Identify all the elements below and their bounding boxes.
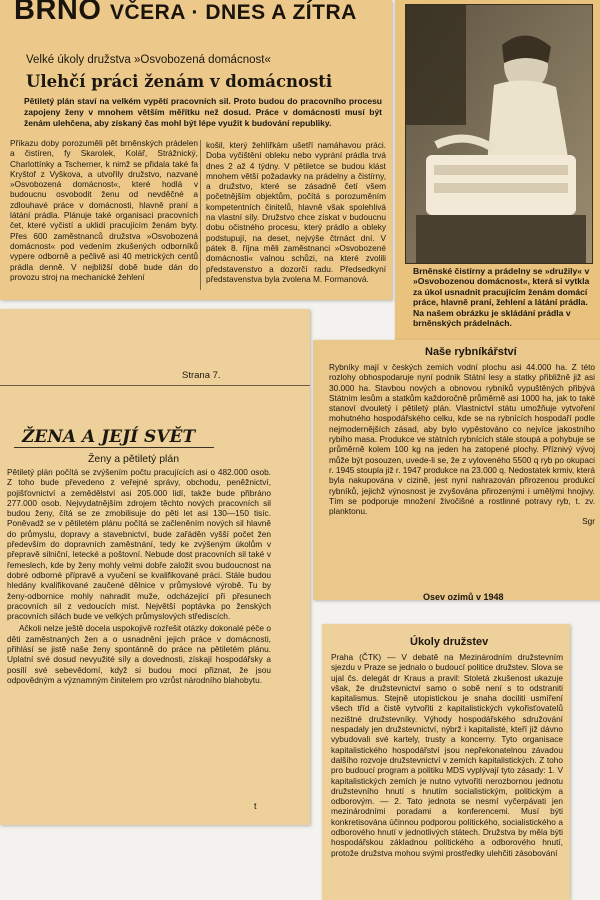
clip-photo (395, 0, 600, 340)
article-title: Ženy a pětiletý plán (88, 453, 180, 465)
paragraph: Rybníky mají v českých zemích vodní plochu asi 44.000 ha. Z této rozlohy obhospodaruje nyní podnik Státní lesy a statky přibližně již asi 30.000 ha. Stavbou nových a obnovou rybníků vypuštěných přibývá Státním lesům a statkům každoročně průměrně asi 1000 ha, jak to také stanoví dvouletý i pětiletý plán. Vlastnictví státu umožňuje vytvoření mohutného hospodářského celku, kde se na rybnících hospodaří podle nejmodernějších zásad, aby bylo vypěstováno co nejvíce jakostního rybího masa. Produkce ve státních rybnících stále stoupá a pohybuje se průměrně kolem 100 kg na jeden ha zatopené plochy. Příznivý vývoj může být posouzen, uvede-li se, že z vyloveného 5500 q ryb po okupaci r. 1945 stoupla již r. 1947 produkce na 23.000 q. Nedostatek krmiv, která byla nakupována v cizině, jest nyní nahrazován přirozenou produkcí rybníků, jejichž výnosnost je zvyšována přirozenými i umělými hnojivy. Tím se podporuje množení živočišné a rostlinné potravy ryb, t. zv. planktonu. (329, 362, 595, 517)
paragraph-2: Ačkoli nelze ještě docela uspokojivě rozřešit otázky dokonalé péče o děti zaměstnaných žen a o usnadnění jejich práce v domácnosti, přihlásí se jistě naše ženy spontánně do práce na pětiletém plánu. Uplatní své dosud nevyužité síly a dovednosti, získají hospodářsky a posílí své sebevědomí, když si budou moci přiznat, že jsou odpovědným a významným činitelem pro vzrůst národního blahobytu. (7, 623, 271, 685)
masthead (14, 0, 357, 27)
article-body (329, 362, 595, 527)
article-column-2: košil, který žehlířkám ušetří namáhavou práci. Doba vyčištění obleku nebo vyprání prádla trvá dnes 2 až 4 týdny. V pětiletce se budou klást mnohem větší požadavky na prádelny a čistírny, a družstvo, které se zásadně četí všem početnějším objektům, počítá s porozuměním kompetentních činitelů, hlavně však spolehlivá na vlastní síly. Družstvo chce získat v budoucnu dobu očistného procesu, který prádlo a obleky podstupují, na deset, nejvýše čtrnáct dní. V pátek 8. října měli zaměstnanci »Osvobozené domácnosti« valnou schůzi, na které zvolili představenstvo a dozorčí radu. Předsedkyní představenstva byla zvolena M. Formanová. (206, 140, 386, 284)
end-mark: t (254, 801, 257, 811)
clip-brno-article (0, 0, 392, 300)
article-body (7, 467, 271, 685)
article-lead: Pětiletý plán staví na velkém vypětí pracovních sil. Proto budou do pracovního procesu zapojeny ženy v mnohem větším měřítku než dosud. Práce v domácnosti musí být ženám ulehčena, aby získaný čas mohl být lépe využit k budování republiky. (24, 96, 382, 128)
section-title: ŽENA A JEJÍ SVĚT (22, 427, 196, 447)
article-kicker: Velké úkoly družstva »Osvobozená domácnost« (26, 54, 271, 66)
next-article-heading: Osev ozimů v 1948 (423, 592, 504, 600)
photo-caption: Brněnské čistírny a prádelny se »družily« v »Osvobozenou domácnost«, která si vytkla za úkol usnadnit pracujícím ženám domácí práce, hlavně praní, žehlení a látání prádla. Na našem obrázku je skládání prádla v brněnských prádelnách. (413, 266, 590, 329)
article-column-1: Příkazu doby porozuměli pět brněnských prádelen a čistíren, fy Skarolek, Kolář, Strážnický, Charlottínky a Tscherner, k nimž se přidala také fa Kryštof z Vyškova, a utvořily družstvo, nazvané »Osvobozená domácnost«, které hodlá v budoucnu osvobodit ženu od nevděčné a zdlouhavé práce v domácnosti, hlavně praní a látání prádla. Plánuje také organisaci pracovních čet, které vyčistí a uklidí pracujícím ženám byty. Přes 600 zaměstnanců družstva »Osvobozená domácnost« pod vedením zkušených odborníků vypere odborně a pečlivě asi 40 metrických centů prádla denně. V nejbližší době bude dán do provozu stroj na mechanické žehlení (10, 138, 198, 282)
masthead-rest: VČERA · DNES A ZÍTRA (109, 1, 357, 24)
laundry-photo (405, 4, 593, 264)
header-rule (0, 385, 310, 386)
clip-druzstev (322, 624, 570, 900)
masthead-brno: BRNO (14, 0, 102, 26)
page-number: Strana 7. (182, 370, 221, 381)
signature: Sgr (582, 516, 595, 527)
article-title: Naše rybníkářství (425, 346, 517, 358)
article-title: Ulehčí práci ženám v domácnosti (26, 72, 333, 91)
laundry-photo-image (406, 5, 592, 263)
article-title: Úkoly družstev (410, 636, 489, 648)
clip-ryby (313, 340, 600, 600)
column-divider (200, 140, 201, 290)
article-body: Praha (ČTK) — V debatě na Mezinárodním družstevním sjezdu v Praze se jednalo o budoucí politice družstev. Slova se ujal čs. delegát dr Kraus a pravil: Stoletá zkušenost ukazuje však, že družstevnictví samo o sobě není s to odstraniti kapitalismus. Stejně utopistickou je snaha dociliti usmíření všech tříd a čistě vytvořiti z kapitalistických vykořisťovatelů nezištné družstevníky. Výhody hospodářského sdružování nespadaly jen družstevnictví, nýbrž i kapitalisté, kteří již dávno vybudovali své kartely, trusty a koncerny. Tyto organisace kapitalistického hospodářství jsou nepřekonatelnou závadou dalšího rozvoje družstevnictví v zemích kapitalistických. Z toho pro budoucí program a politiku MDS vyplývají tyto zásady: 1. V kapitalistických zemích je nutno vytvořiti nerozbornou jednotu družstevního hnutí s hnutím socialistickým, politickým a odborovým. — 2. Tato jednota se nesmí vyčerpávati jen mezinárodními poradami a konferencemi. Musí býti konkretisována účinnou podporou politického, socialistického a odborového hnutí v jednotlivých státech. Družstva by měla býti hospodářskou základnou politického a odborového hnutí, protože družstva mohou svými prostředky ulehčiti zásobování (331, 652, 563, 858)
paragraph-1: Pětiletý plán počítá se zvýšením počtu pracujících asi o 482.000 osob. Z toho bude převedeno z veřejné správy, obchodu, peněžnictví, pojišťovnictví a zemědělství asi 205.000 lidí, takže bude přibráno 277.000 osob. Nejvydatnějším zdrojem těchto nových pracovních sil budou ženy, čítá se ze zmobilisuje do pěti let asi 130—150 tisíc. Poněvadž se v pětiletém plánu počítá se začleněním nových sil hlavně do průmyslu, dopravy a stavebnictví, bude zařáděn vyšší počet žen především do dopravních zaměstnání, tedy ke zvýšeným úkolům v přepravě silniční, letecké a poštovní. Nebude dost pracovních sil také v řemeslech, kde by ženy mohly velmi dobře založit svou budoucnost na dobré odborné přípravě a vyučení se kvalifikované práci. Stále budou hledány kvalifikované zaučené dělnice v průmyslové výrobě. Tu by ženy-odbornice mohly nahradit muže, odcházející při přesunech pracovních sil z vedoucích míst. Největší poptávka po ženských pracovních silách bude ve velkých průmyslových střediscích. (7, 467, 271, 622)
section-underline (14, 447, 214, 448)
clip-zena (0, 309, 310, 825)
